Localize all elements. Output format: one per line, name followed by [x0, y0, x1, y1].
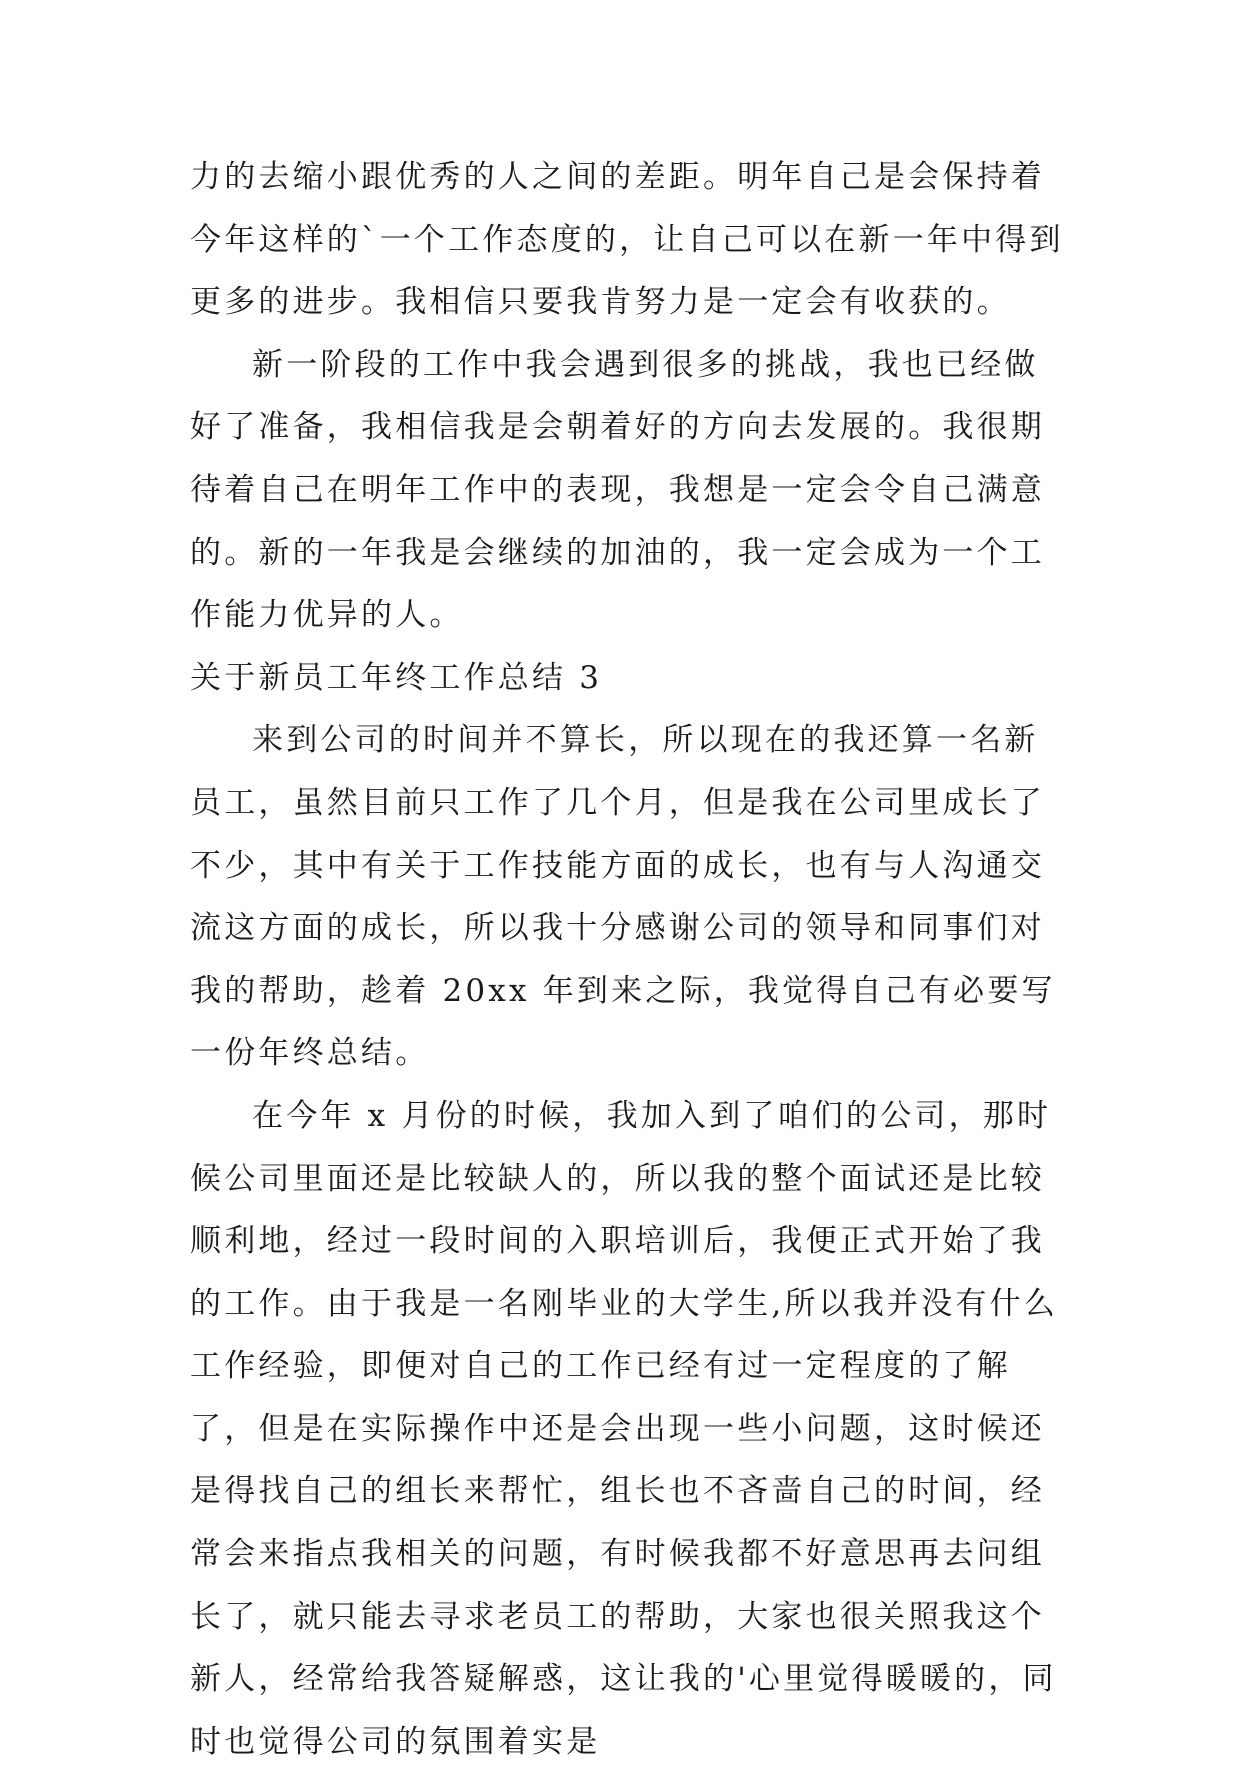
- document-body: [190, 146, 1070, 1773]
- paragraph-1: 力的去缩小跟优秀的人之间的差距。明年自己是会保持着今年这样的`一个工作态度的，让自己可以在新一年中得到更多的进步。我相信只要我肯努力是一定会有收获的。: [190, 159, 1064, 321]
- paragraph-2: 新一阶段的工作中我会遇到很多的挑战，我也已经做好了准备，我相信我是会朝着好的方向去发展的。我很期待着自己在明年工作中的表现，我想是一定会令自己满意的。新的一年我是会继续的加油的，我一定会成为一个工作能力优异的人。: [190, 346, 1045, 634]
- section-heading: 关于新员工年终工作总结 3: [190, 659, 603, 696]
- paragraph-3: 来到公司的时间并不算长，所以现在的我还算一名新员工，虽然目前只工作了几个月，但是我在公司里成长了不少，其中有关于工作技能方面的成长，也有与人沟通交流这方面的成长，所以我十分感谢公司的领导和同事们对我的帮助，趁着 20xx 年到来之际，我觉得自己有必要写一份年终总结。: [190, 722, 1056, 1072]
- paragraph-4: 在今年 x 月份的时候，我加入到了咱们的公司，那时候公司里面还是比较缺人的，所以我的整个面试还是比较顺利地，经过一段时间的入职培训后，我便正式开始了我的工作。由于我是一名刚毕业的大学生,所以我并没有什么工作经验，即便对自己的工作已经有过一定程度的了解了，但是在实际操作中还是会出现一些小问题，这时候还是得找自己的组长来帮忙，组长也不吝啬自己的时间，经常会来指点我相关的问题，有时候我都不好意思再去问组长了，就只能去寻求老员工的帮助，大家也很关照我这个新人，经常给我答疑解惑，这让我的'心里觉得暖暖的，同时也觉得公司的氛围着实是: [190, 1097, 1059, 1760]
